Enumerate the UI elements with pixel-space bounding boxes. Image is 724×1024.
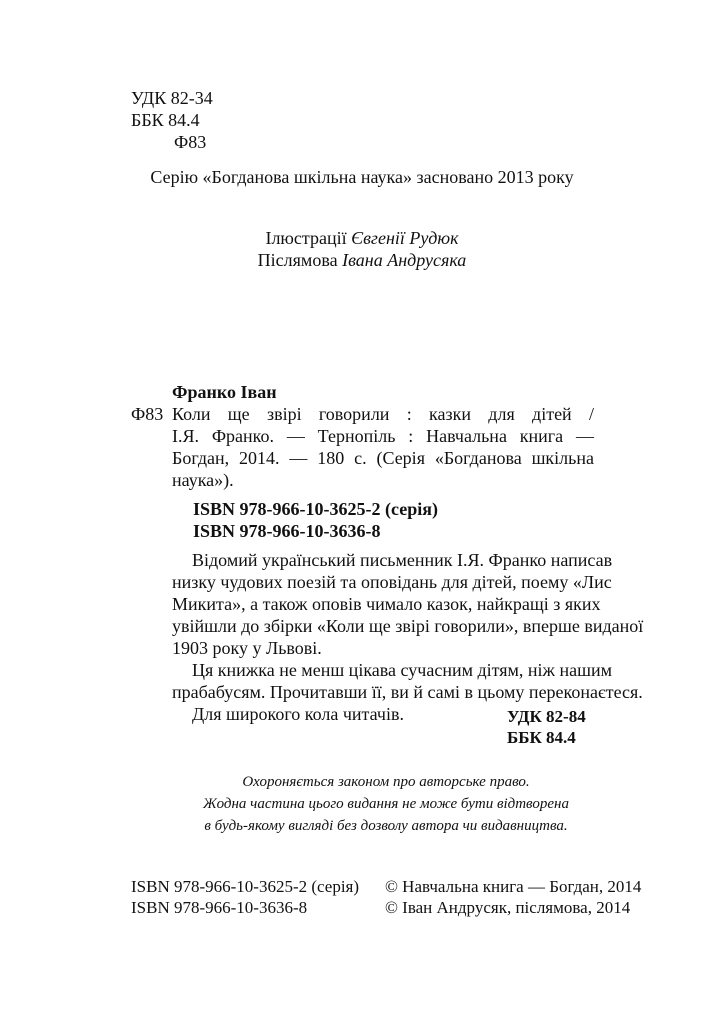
annotation-line: 1903 року у Львові. — [172, 638, 322, 658]
notice-line: Охороняється законом про авторське право. — [242, 774, 530, 790]
illustrator-name: Євгенії Рудюк — [351, 228, 459, 248]
illustrations-credit — [0, 227, 724, 249]
annotation-bbk: ББК 84.4 — [507, 728, 576, 747]
afterword-credit — [0, 249, 724, 271]
afterword-label: Післямова — [257, 250, 338, 270]
annotation-line: Ця книжка не менш цікава сучасним дітям, ніж нашим — [192, 660, 613, 680]
isbn-series: ISBN 978-966-10-3625-2 (серія) — [193, 499, 438, 519]
annotation-line: Відомий український письменник І.Я. Франко написав — [192, 550, 613, 570]
udk-code: УДК 82-34 — [131, 88, 213, 108]
footer-isbn-series: ISBN 978-966-10-3625-2 (серія) — [131, 877, 360, 896]
catalog-isbn-block — [193, 498, 438, 542]
credits-block — [0, 227, 724, 271]
annotation-line: Микита», а також оповів чимало казок, найкращі з яких — [172, 594, 601, 614]
catalog-line: Коли ще звірі говорили : казки для дітей / — [172, 404, 594, 424]
annotation — [172, 549, 644, 725]
catalog-line: І.Я. Франко. — Тернопіль : Навчальна книга — — [172, 426, 594, 446]
annotation-line: увійшли до збірки «Коли ще звірі говорили», вперше виданої — [172, 616, 644, 636]
footer-isbn — [131, 876, 359, 918]
author-mark: Ф83 — [174, 132, 207, 152]
bbk-code: ББК 84.4 — [131, 110, 200, 130]
classification-block — [131, 87, 213, 153]
illustrations-label: Ілюстрації — [265, 228, 347, 248]
afterword-author: Івана Андрусяка — [342, 250, 467, 270]
copyright-publisher: © Навчальна книга — Богдан, 2014 — [385, 877, 642, 896]
notice-line: в будь-якому вигляді без дозволу автора чи видавництва. — [204, 818, 568, 834]
footer-copyright — [385, 876, 641, 918]
copyright-afterword: © Іван Андрусяк, післямова, 2014 — [385, 898, 631, 917]
catalog-mark: Ф83 — [131, 404, 164, 424]
annotation-line: прабабусям. Прочитавши її, ви й самі в цьому переконаєтеся. — [172, 682, 643, 702]
annotation-udk: УДК 82-84 — [507, 707, 586, 726]
catalog-line: наука»). — [172, 470, 234, 490]
annotation-line: низку чудових поезій та оповідань для дітей, поему «Лис — [172, 572, 612, 592]
catalog-author: Франко Іван — [172, 382, 277, 402]
catalog-description — [172, 403, 594, 491]
footer-isbn-book: ISBN 978-966-10-3636-8 — [131, 898, 308, 917]
annotation-line: Для широкого кола читачів. — [192, 704, 404, 724]
copyright-notice — [0, 771, 724, 837]
catalog-line: Богдан, 2014. — 180 с. (Серія «Богданова шкільна — [172, 448, 594, 468]
isbn-book: ISBN 978-966-10-3636-8 — [193, 521, 381, 541]
notice-line: Жодна частина цього видання не може бути відтворена — [203, 796, 569, 812]
series-note: Серію «Богданова шкільна наука» засновано 2013 року — [150, 167, 574, 187]
annotation-codes — [507, 706, 586, 748]
